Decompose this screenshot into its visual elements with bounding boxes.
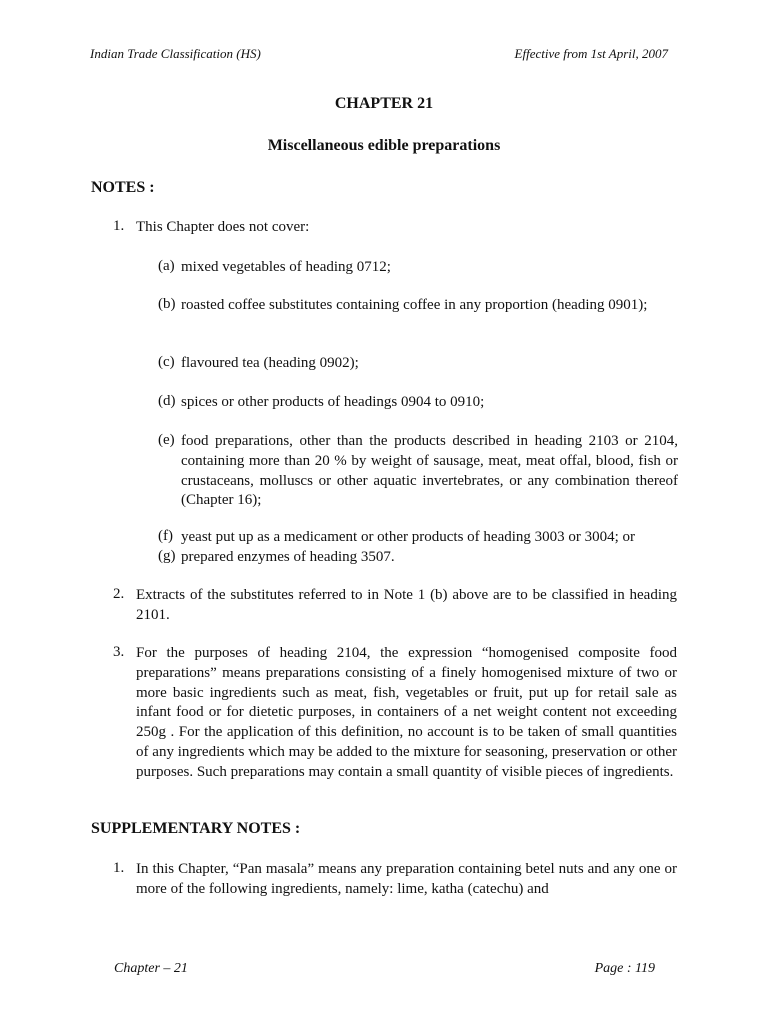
header-effective-date: Effective from 1st April, 2007 bbox=[514, 46, 668, 61]
supplementary-notes-heading: SUPPLEMENTARY NOTES : bbox=[91, 820, 301, 837]
subnote-text: spices or other products of headings 0904 to 0910; bbox=[181, 394, 485, 410]
subnote-label: (g) bbox=[158, 548, 176, 564]
supplementary-note-number: 1. bbox=[113, 860, 125, 876]
notes-heading: NOTES : bbox=[91, 179, 155, 196]
subnote-text: yeast put up as a medicament or other products of heading 3003 or 3004; or bbox=[181, 529, 636, 545]
subnote-label: (b) bbox=[158, 296, 176, 312]
footer-page-number: Page : 119 bbox=[594, 961, 655, 976]
subnote-text: food preparations, other than the products described in heading 2103 or 2104, containing more than 20 % by weight of sausage, meat, meat offal, blood, fish or crustaceans, molluscs or other aquatic invertebrates, or any combination thereof (Chapter 16); bbox=[181, 433, 678, 509]
note-text: This Chapter does not cover: bbox=[136, 219, 310, 235]
subnote-text: prepared enzymes of heading 3507. bbox=[181, 549, 395, 565]
supplementary-note-text: In this Chapter, “Pan masala” means any preparation containing betel nuts and any one or more of the following ingredients, namely: lime, katha (catechu) and bbox=[136, 861, 677, 897]
footer-chapter: Chapter – 21 bbox=[114, 961, 188, 976]
subnote-label: (f) bbox=[158, 528, 173, 544]
subnote-text: flavoured tea (heading 0902); bbox=[181, 355, 359, 371]
note-text: Extracts of the substitutes referred to in Note 1 (b) above are to be classified in heading 2101. bbox=[136, 587, 677, 623]
chapter-title: CHAPTER 21 bbox=[334, 95, 434, 112]
subnote-label: (e) bbox=[158, 432, 175, 448]
note-number: 1. bbox=[113, 218, 125, 234]
note-number: 3. bbox=[113, 644, 125, 660]
subnote-label: (d) bbox=[158, 393, 176, 409]
note-text: For the purposes of heading 2104, the expression “homogenised composite food preparations” means preparations consisting of a finely homogenised mixture of two or more basic ingredients such as meat, fish, vegetables or fruit, put up for retail sale as infant food or for dietetic purposes, in containers of a net weight content not exceeding 250g . For the application of this definition, no account is to be taken of small quantities of any ingredients which may be added to the mixture for seasoning, preservation or other purposes. Such preparations may contain a small quantity of visible pieces of ingredients. bbox=[136, 645, 677, 780]
subnote-text: mixed vegetables of heading 0712; bbox=[181, 259, 391, 275]
note-number: 2. bbox=[113, 586, 125, 602]
header-publication-title: Indian Trade Classification (HS) bbox=[90, 46, 261, 61]
chapter-subtitle: Miscellaneous edible preparations bbox=[267, 137, 501, 154]
subnote-text: roasted coffee substitutes containing coffee in any proportion (heading 0901); bbox=[181, 297, 648, 313]
subnote-label: (a) bbox=[158, 258, 175, 274]
subnote-label: (c) bbox=[158, 354, 175, 370]
